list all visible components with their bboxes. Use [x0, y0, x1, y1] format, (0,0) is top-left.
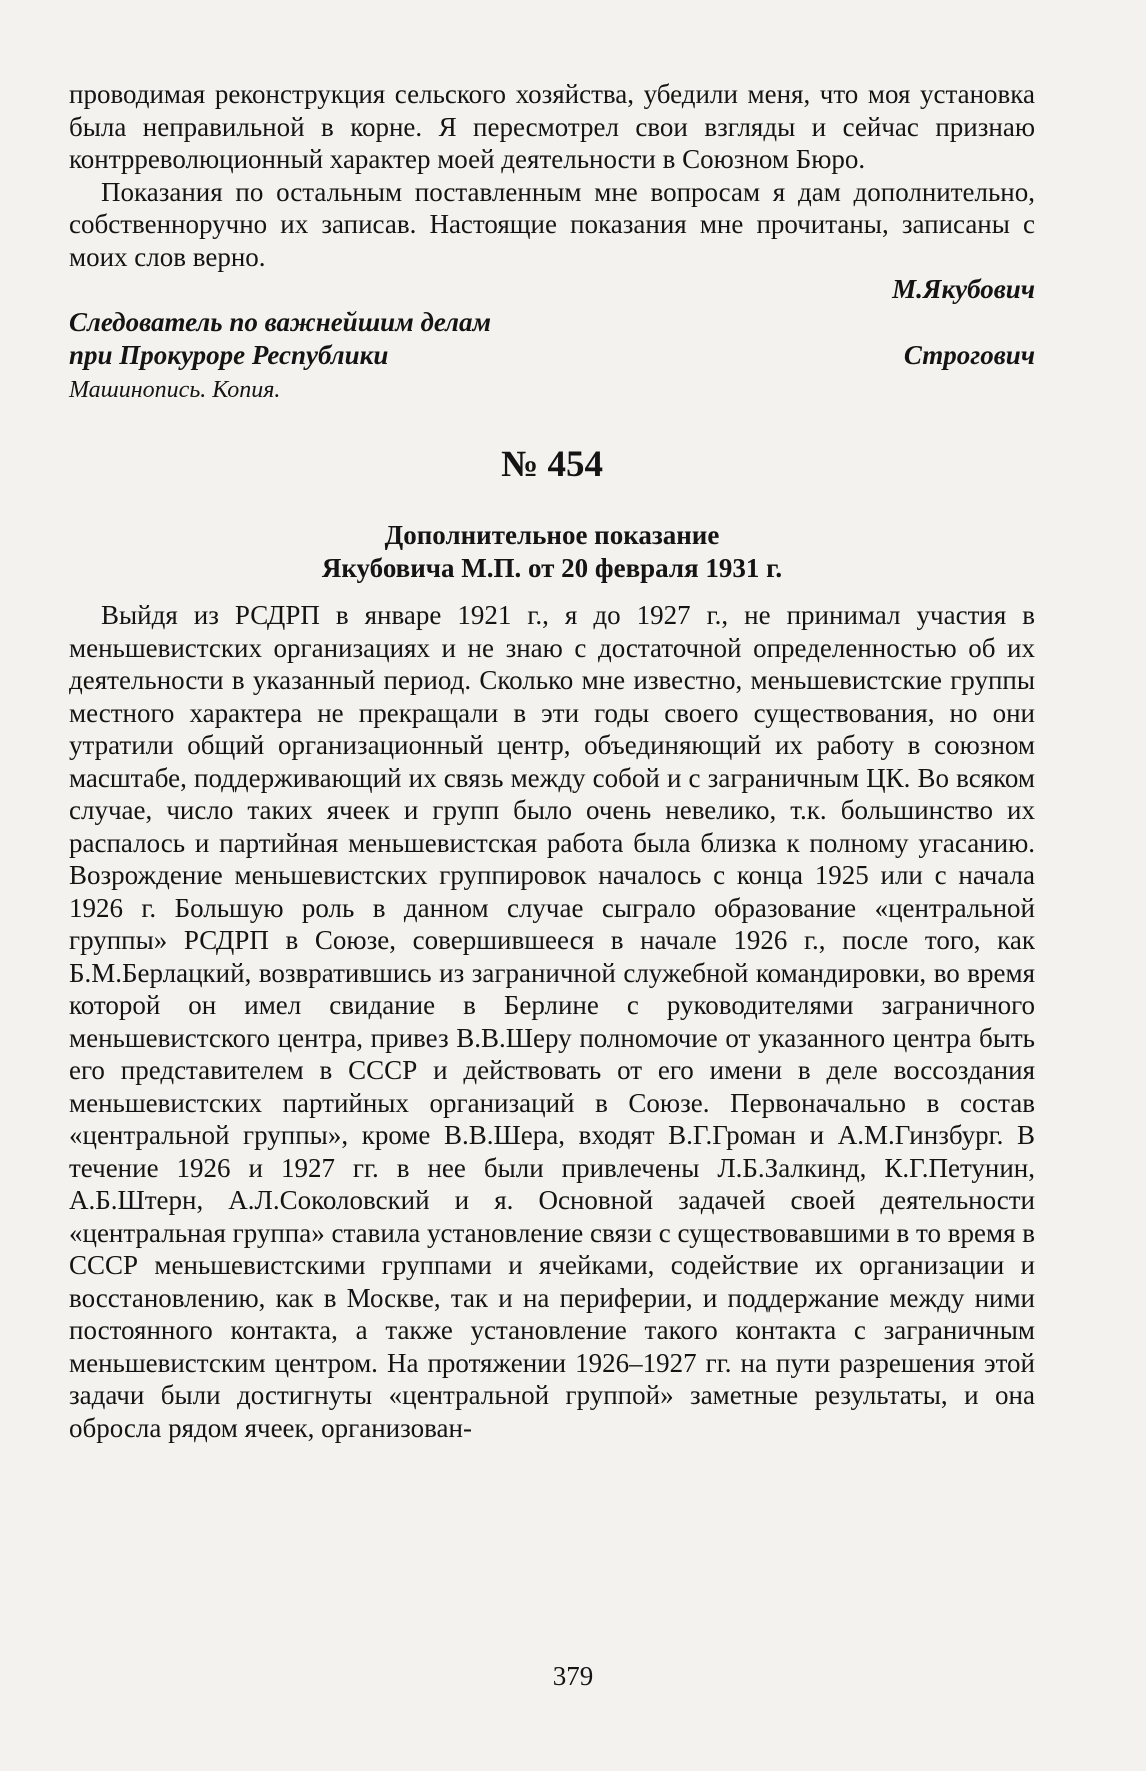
document-number: № 454: [501, 444, 603, 485]
investigator-signature: Строгович: [903, 340, 1035, 370]
document-title-line-2: Якубовича М.П. от 20 февраля 1931 г.: [321, 553, 783, 583]
page-content: [69, 78, 1035, 1444]
intro-paragraph-2: Показания по остальным поставленным мне вопросам я дам дополнительно, собственноручно их записав. Настоящие показания мне прочитаны, записаны с моих слов верно.: [69, 176, 1035, 272]
body-paragraph: Выйдя из РСДРП в январе 1921 г., я до 1927 г., не принимал участия в меньшевистских организациях и не знаю с достаточной определенностью об их деятельности в указанный период. Сколько мне известно, меньшевистские группы местного характера не прекращали в эти годы своего существования, но они утратили общий организационный центр, объединяющий их работу в союзном масштабе, поддерживающий их связь между собой и с заграничным ЦК. Во всяком случае, число таких ячеек и групп было очень невелико, т.к. большинство их распалось и партийная меньшевистская работа была близка к полному угасанию. Возрождение меньшевистских группировок началось с конца 1925 или с начала 1926 г. Большую роль в данном случае сыграло образование «центральной группы» РСДРП в Союзе, совершившееся в начале 1926 г., после того, как Б.М.Берлацкий, возвратившись из заграничной служебной командировки, во время которой он имел свидание в Берлине с руководителями заграничного меньшевистского центра, привез В.В.Шеру полномочие от указанного центра быть его представителем в СССР и действовать от его имени в деле воссоздания меньшевистских партийных организаций в Союзе. Первоначально в состав «центральной группы», кроме В.В.Шера, входят В.Г.Громан и А.М.Гинзбург. В течение 1926 и 1927 гг. в нее были привлечены Л.Б.Залкинд, К.Г.Петунин, А.Б.Штерн, А.Л.Соколовский и я. Основной задачей своей деятельности «центральная группа» ставила установление связи с существовавшими в то время в СССР меньшевистскими группами и ячейками, содействие их организации и восстановлению, как в Москве, так и на периферии, и поддержание между ними постоянного контакта, а также установление такого контакта с заграничным меньшевистским центром. На протяжении 1926–1927 гг. на пути разрешения этой задачи были достигнуты «центральной группой» заметные результаты, и она обросла рядом ячеек, организован-: [69, 600, 1035, 1443]
intro-paragraph-1: проводимая реконструкция сельского хозяйства, убедили меня, что моя установка была неправильной в корне. Я пересмотрел свои взгляды и сейчас признаю контрреволюционный характер моей деятельности в Союзном Бюро.: [69, 79, 1035, 174]
witness-signature: М.Якубович: [892, 274, 1035, 304]
document-title: [69, 519, 1035, 585]
investigator-title-line-2: [69, 339, 1035, 372]
source-note: Машинопись. Копия.: [69, 377, 281, 403]
investigator-title-line-1: [69, 306, 1035, 339]
page-number: 379: [552, 1661, 594, 1691]
investigator-title-2: при Прокуроре Республики: [69, 340, 389, 370]
investigator-title-1: Следователь по важнейшим делам: [69, 307, 492, 337]
witness-signature-line: [69, 273, 1035, 306]
document-title-line-1: Дополнительное показание: [384, 520, 720, 550]
